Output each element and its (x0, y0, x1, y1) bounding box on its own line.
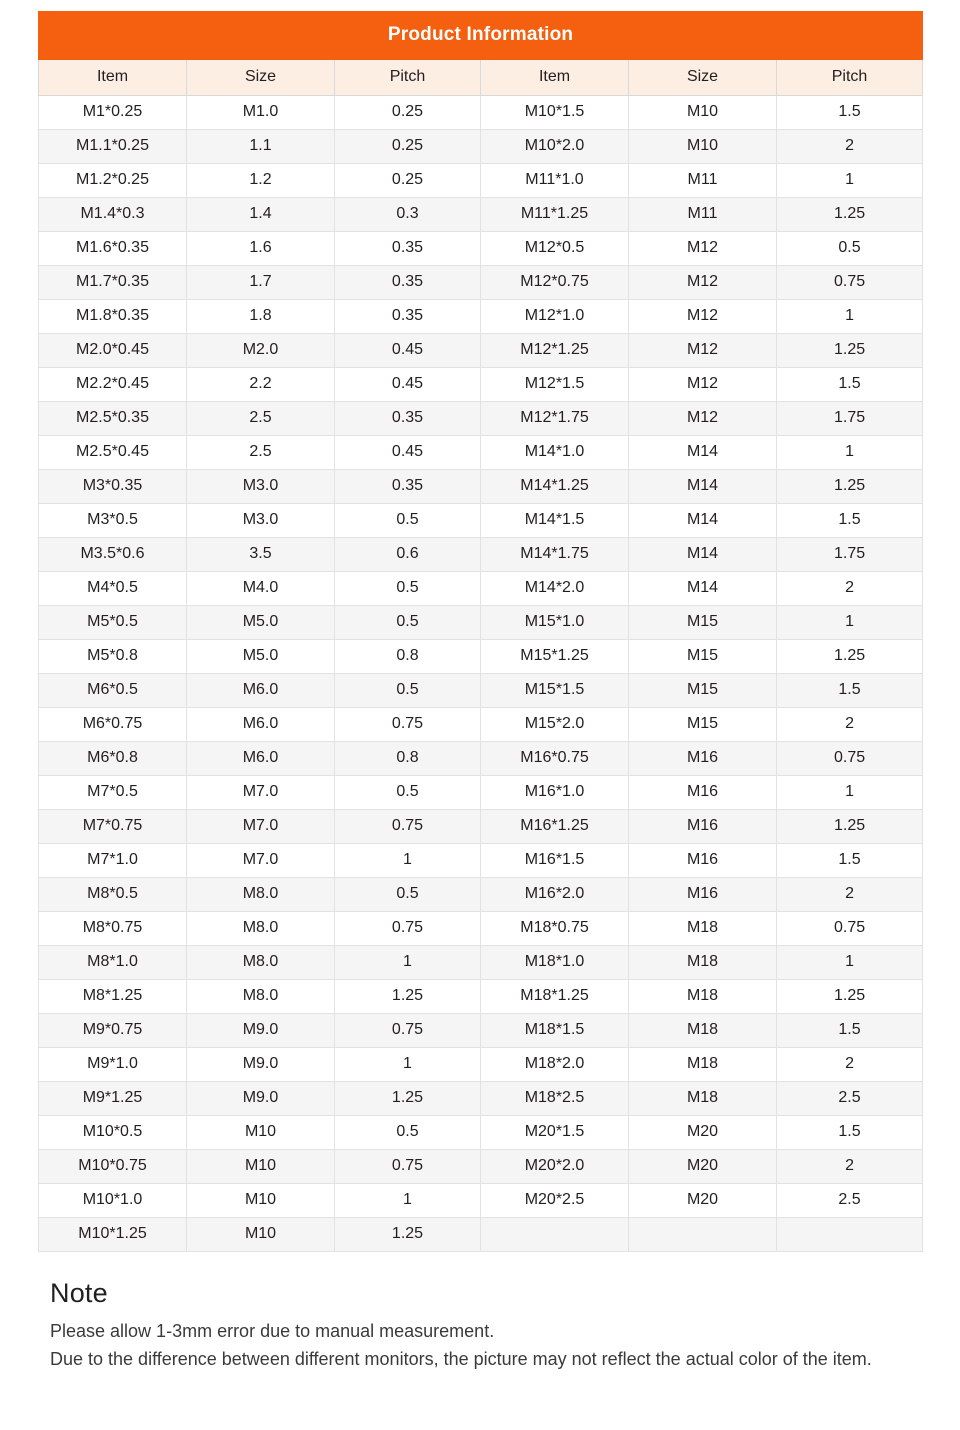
cell-item-left: M7*1.0 (39, 844, 187, 878)
cell-pitch-left: 1.25 (335, 1218, 481, 1252)
cell-size-left: 3.5 (187, 538, 335, 572)
cell-size-right: M11 (629, 164, 777, 198)
cell-pitch-right: 1 (777, 300, 923, 334)
cell-size-right: M18 (629, 1048, 777, 1082)
cell-item-left: M5*0.5 (39, 606, 187, 640)
cell-pitch-left: 1 (335, 844, 481, 878)
cell-size-left: M3.0 (187, 470, 335, 504)
cell-pitch-left: 0.45 (335, 334, 481, 368)
cell-item-left: M8*0.5 (39, 878, 187, 912)
table-row (39, 1150, 923, 1184)
cell-item-right: M12*1.25 (481, 334, 629, 368)
cell-size-left: M3.0 (187, 504, 335, 538)
cell-item-right: M10*1.5 (481, 96, 629, 130)
table-title-row (39, 12, 923, 60)
cell-size-right: M15 (629, 674, 777, 708)
cell-size-left: M7.0 (187, 810, 335, 844)
cell-pitch-right: 1.5 (777, 504, 923, 538)
cell-item-left: M1.8*0.35 (39, 300, 187, 334)
cell-item-right: M14*1.75 (481, 538, 629, 572)
cell-item-right: M12*1.5 (481, 368, 629, 402)
cell-pitch-left: 0.45 (335, 368, 481, 402)
cell-item-left: M10*1.25 (39, 1218, 187, 1252)
cell-pitch-right: 0.5 (777, 232, 923, 266)
cell-pitch-right: 1.25 (777, 810, 923, 844)
cell-item-right: M14*1.0 (481, 436, 629, 470)
cell-size-left: M8.0 (187, 980, 335, 1014)
cell-pitch-left: 1 (335, 1184, 481, 1218)
cell-item-right: M15*2.0 (481, 708, 629, 742)
cell-pitch-left: 1 (335, 1048, 481, 1082)
table-row (39, 878, 923, 912)
cell-size-right: M12 (629, 300, 777, 334)
cell-item-right: M12*1.0 (481, 300, 629, 334)
cell-size-left: 2.5 (187, 436, 335, 470)
cell-item-left: M3*0.35 (39, 470, 187, 504)
cell-pitch-right: 1 (777, 164, 923, 198)
cell-size-right: M20 (629, 1116, 777, 1150)
cell-size-left: M6.0 (187, 742, 335, 776)
cell-size-right (629, 1218, 777, 1252)
cell-item-left: M4*0.5 (39, 572, 187, 606)
table-row (39, 1082, 923, 1116)
cell-size-right: M16 (629, 844, 777, 878)
cell-size-left: 2.2 (187, 368, 335, 402)
cell-item-left: M8*1.25 (39, 980, 187, 1014)
table-row (39, 470, 923, 504)
table-row (39, 266, 923, 300)
cell-item-right: M12*1.75 (481, 402, 629, 436)
table-header-row (39, 60, 923, 96)
cell-size-right: M16 (629, 878, 777, 912)
cell-item-left: M2.2*0.45 (39, 368, 187, 402)
cell-size-left: M7.0 (187, 776, 335, 810)
cell-pitch-right: 2 (777, 1150, 923, 1184)
cell-size-right: M12 (629, 368, 777, 402)
cell-pitch-left: 0.5 (335, 572, 481, 606)
cell-size-left: M10 (187, 1150, 335, 1184)
cell-pitch-left: 0.8 (335, 640, 481, 674)
cell-size-left: M2.0 (187, 334, 335, 368)
cell-size-right: M16 (629, 742, 777, 776)
cell-item-right: M16*1.25 (481, 810, 629, 844)
cell-pitch-left: 0.5 (335, 674, 481, 708)
cell-size-right: M10 (629, 130, 777, 164)
cell-pitch-right: 1.25 (777, 640, 923, 674)
table-row (39, 368, 923, 402)
cell-item-left: M2.0*0.45 (39, 334, 187, 368)
cell-pitch-left: 0.35 (335, 232, 481, 266)
cell-item-left: M9*0.75 (39, 1014, 187, 1048)
table-row (39, 606, 923, 640)
cell-size-left: M8.0 (187, 946, 335, 980)
table-row (39, 708, 923, 742)
cell-pitch-left: 0.75 (335, 810, 481, 844)
cell-item-right: M16*2.0 (481, 878, 629, 912)
cell-size-left: M10 (187, 1116, 335, 1150)
cell-size-right: M14 (629, 436, 777, 470)
table-row (39, 1048, 923, 1082)
column-header-pitch-right: Pitch (777, 60, 923, 96)
cell-item-left: M8*0.75 (39, 912, 187, 946)
cell-item-left: M2.5*0.35 (39, 402, 187, 436)
cell-size-left: M6.0 (187, 708, 335, 742)
cell-size-right: M18 (629, 980, 777, 1014)
cell-size-right: M14 (629, 504, 777, 538)
cell-item-left: M7*0.5 (39, 776, 187, 810)
cell-pitch-left: 1 (335, 946, 481, 980)
table-row (39, 1218, 923, 1252)
table-row (39, 232, 923, 266)
cell-item-right: M20*2.5 (481, 1184, 629, 1218)
cell-item-right (481, 1218, 629, 1252)
cell-size-right: M15 (629, 708, 777, 742)
cell-pitch-left: 0.5 (335, 1116, 481, 1150)
cell-size-left: M7.0 (187, 844, 335, 878)
cell-item-left: M1.7*0.35 (39, 266, 187, 300)
cell-pitch-left: 0.5 (335, 878, 481, 912)
table-row (39, 674, 923, 708)
cell-pitch-right: 1.25 (777, 198, 923, 232)
cell-size-right: M14 (629, 538, 777, 572)
cell-pitch-right (777, 1218, 923, 1252)
cell-size-left: M6.0 (187, 674, 335, 708)
cell-item-left: M1.2*0.25 (39, 164, 187, 198)
table-row (39, 980, 923, 1014)
cell-item-right: M16*0.75 (481, 742, 629, 776)
cell-item-right: M16*1.0 (481, 776, 629, 810)
cell-size-left: M5.0 (187, 640, 335, 674)
note-line-measurement: Please allow 1-3mm error due to manual measurement. (50, 1321, 495, 1341)
table-row (39, 402, 923, 436)
cell-item-right: M10*2.0 (481, 130, 629, 164)
column-header-pitch-left: Pitch (335, 60, 481, 96)
cell-item-right: M20*1.5 (481, 1116, 629, 1150)
cell-size-left: 2.5 (187, 402, 335, 436)
cell-size-right: M12 (629, 232, 777, 266)
cell-size-right: M15 (629, 640, 777, 674)
cell-item-left: M3*0.5 (39, 504, 187, 538)
cell-pitch-right: 1.5 (777, 1014, 923, 1048)
cell-size-right: M14 (629, 470, 777, 504)
cell-item-left: M10*0.75 (39, 1150, 187, 1184)
cell-item-right: M15*1.5 (481, 674, 629, 708)
cell-size-right: M16 (629, 810, 777, 844)
cell-size-right: M12 (629, 334, 777, 368)
cell-item-right: M14*1.5 (481, 504, 629, 538)
cell-pitch-left: 0.25 (335, 96, 481, 130)
cell-pitch-right: 1.25 (777, 980, 923, 1014)
cell-size-right: M18 (629, 912, 777, 946)
cell-item-right: M16*1.5 (481, 844, 629, 878)
cell-item-right: M20*2.0 (481, 1150, 629, 1184)
cell-item-right: M15*1.0 (481, 606, 629, 640)
cell-item-left: M9*1.25 (39, 1082, 187, 1116)
cell-size-right: M15 (629, 606, 777, 640)
cell-pitch-right: 0.75 (777, 742, 923, 776)
cell-pitch-left: 0.6 (335, 538, 481, 572)
table-row (39, 572, 923, 606)
cell-pitch-right: 1.5 (777, 96, 923, 130)
cell-pitch-right: 1.75 (777, 402, 923, 436)
cell-pitch-left: 0.45 (335, 436, 481, 470)
page-title: Product Information (39, 12, 923, 60)
cell-pitch-left: 0.5 (335, 606, 481, 640)
cell-size-left: 1.8 (187, 300, 335, 334)
cell-pitch-right: 2 (777, 130, 923, 164)
cell-size-left: M9.0 (187, 1014, 335, 1048)
cell-size-left: M8.0 (187, 912, 335, 946)
cell-item-left: M10*1.0 (39, 1184, 187, 1218)
cell-pitch-left: 1.25 (335, 1082, 481, 1116)
cell-pitch-right: 2 (777, 572, 923, 606)
cell-item-left: M9*1.0 (39, 1048, 187, 1082)
cell-pitch-left: 0.35 (335, 266, 481, 300)
table-row (39, 334, 923, 368)
cell-item-right: M18*1.5 (481, 1014, 629, 1048)
cell-pitch-right: 1 (777, 436, 923, 470)
note-line-color: Due to the difference between different monitors, the picture may not reflect the actual color of the item. (50, 1348, 872, 1369)
cell-pitch-right: 2.5 (777, 1184, 923, 1218)
cell-size-left: M5.0 (187, 606, 335, 640)
cell-item-right: M11*1.0 (481, 164, 629, 198)
cell-pitch-right: 2 (777, 878, 923, 912)
cell-pitch-left: 0.8 (335, 742, 481, 776)
cell-item-right: M18*1.0 (481, 946, 629, 980)
cell-item-left: M7*0.75 (39, 810, 187, 844)
cell-pitch-right: 2 (777, 1048, 923, 1082)
cell-pitch-right: 1 (777, 946, 923, 980)
cell-size-right: M18 (629, 1014, 777, 1048)
column-header-item-left: Item (39, 60, 187, 96)
cell-size-right: M16 (629, 776, 777, 810)
cell-item-right: M14*1.25 (481, 470, 629, 504)
cell-size-right: M20 (629, 1184, 777, 1218)
cell-item-left: M5*0.8 (39, 640, 187, 674)
table-row (39, 1184, 923, 1218)
cell-size-left: M4.0 (187, 572, 335, 606)
product-information-page (0, 11, 960, 1430)
product-information-table (38, 11, 923, 1252)
cell-size-left: M10 (187, 1184, 335, 1218)
table-row (39, 946, 923, 980)
cell-item-right: M18*1.25 (481, 980, 629, 1014)
cell-size-right: M14 (629, 572, 777, 606)
cell-pitch-left: 0.5 (335, 504, 481, 538)
cell-pitch-left: 0.5 (335, 776, 481, 810)
cell-pitch-left: 0.75 (335, 1014, 481, 1048)
cell-item-left: M6*0.75 (39, 708, 187, 742)
cell-pitch-right: 1.75 (777, 538, 923, 572)
cell-pitch-left: 0.75 (335, 1150, 481, 1184)
cell-pitch-left: 0.35 (335, 300, 481, 334)
cell-pitch-right: 0.75 (777, 912, 923, 946)
note-section (50, 1278, 922, 1374)
cell-size-right: M18 (629, 1082, 777, 1116)
table-row (39, 436, 923, 470)
cell-item-left: M1*0.25 (39, 96, 187, 130)
cell-pitch-right: 1.5 (777, 674, 923, 708)
table-row (39, 742, 923, 776)
cell-pitch-left: 0.25 (335, 164, 481, 198)
cell-item-right: M14*2.0 (481, 572, 629, 606)
cell-pitch-left: 0.25 (335, 130, 481, 164)
cell-size-right: M12 (629, 266, 777, 300)
cell-size-left: 1.1 (187, 130, 335, 164)
cell-pitch-right: 1.5 (777, 1116, 923, 1150)
product-table-container (38, 11, 922, 1252)
cell-pitch-right: 1.25 (777, 334, 923, 368)
cell-item-right: M12*0.5 (481, 232, 629, 266)
cell-item-left: M10*0.5 (39, 1116, 187, 1150)
cell-pitch-left: 1.25 (335, 980, 481, 1014)
column-header-size-right: Size (629, 60, 777, 96)
cell-size-left: M10 (187, 1218, 335, 1252)
cell-size-left: 1.4 (187, 198, 335, 232)
table-row (39, 96, 923, 130)
cell-pitch-left: 0.35 (335, 470, 481, 504)
cell-size-left: M8.0 (187, 878, 335, 912)
cell-pitch-right: 2.5 (777, 1082, 923, 1116)
table-row (39, 640, 923, 674)
cell-item-left: M6*0.8 (39, 742, 187, 776)
cell-size-left: M1.0 (187, 96, 335, 130)
cell-item-left: M1.6*0.35 (39, 232, 187, 266)
cell-item-right: M18*2.0 (481, 1048, 629, 1082)
note-title: Note (50, 1278, 108, 1308)
cell-pitch-right: 1 (777, 776, 923, 810)
cell-size-right: M10 (629, 96, 777, 130)
cell-item-left: M3.5*0.6 (39, 538, 187, 572)
cell-size-left: 1.7 (187, 266, 335, 300)
cell-item-right: M18*0.75 (481, 912, 629, 946)
cell-pitch-right: 1 (777, 606, 923, 640)
cell-item-left: M8*1.0 (39, 946, 187, 980)
table-body (39, 96, 923, 1252)
cell-item-left: M6*0.5 (39, 674, 187, 708)
cell-size-left: M9.0 (187, 1048, 335, 1082)
cell-size-left: 1.6 (187, 232, 335, 266)
cell-size-right: M11 (629, 198, 777, 232)
column-header-size-left: Size (187, 60, 335, 96)
cell-size-left: M9.0 (187, 1082, 335, 1116)
cell-item-right: M18*2.5 (481, 1082, 629, 1116)
cell-size-right: M20 (629, 1150, 777, 1184)
cell-item-left: M1.4*0.3 (39, 198, 187, 232)
cell-item-right: M12*0.75 (481, 266, 629, 300)
cell-item-right: M11*1.25 (481, 198, 629, 232)
table-row (39, 1116, 923, 1150)
cell-size-right: M12 (629, 402, 777, 436)
cell-pitch-left: 0.75 (335, 912, 481, 946)
table-row (39, 164, 923, 198)
table-row (39, 912, 923, 946)
cell-item-left: M1.1*0.25 (39, 130, 187, 164)
cell-pitch-right: 1.5 (777, 368, 923, 402)
cell-pitch-left: 0.3 (335, 198, 481, 232)
table-row (39, 130, 923, 164)
cell-item-right: M15*1.25 (481, 640, 629, 674)
cell-item-left: M2.5*0.45 (39, 436, 187, 470)
table-row (39, 300, 923, 334)
table-row (39, 538, 923, 572)
cell-pitch-right: 0.75 (777, 266, 923, 300)
table-row (39, 198, 923, 232)
table-row (39, 1014, 923, 1048)
cell-pitch-right: 1.25 (777, 470, 923, 504)
table-row (39, 504, 923, 538)
cell-pitch-left: 0.35 (335, 402, 481, 436)
cell-size-left: 1.2 (187, 164, 335, 198)
table-row (39, 776, 923, 810)
cell-pitch-right: 1.5 (777, 844, 923, 878)
cell-size-right: M18 (629, 946, 777, 980)
table-row (39, 810, 923, 844)
cell-pitch-left: 0.75 (335, 708, 481, 742)
cell-pitch-right: 2 (777, 708, 923, 742)
column-header-item-right: Item (481, 60, 629, 96)
table-row (39, 844, 923, 878)
